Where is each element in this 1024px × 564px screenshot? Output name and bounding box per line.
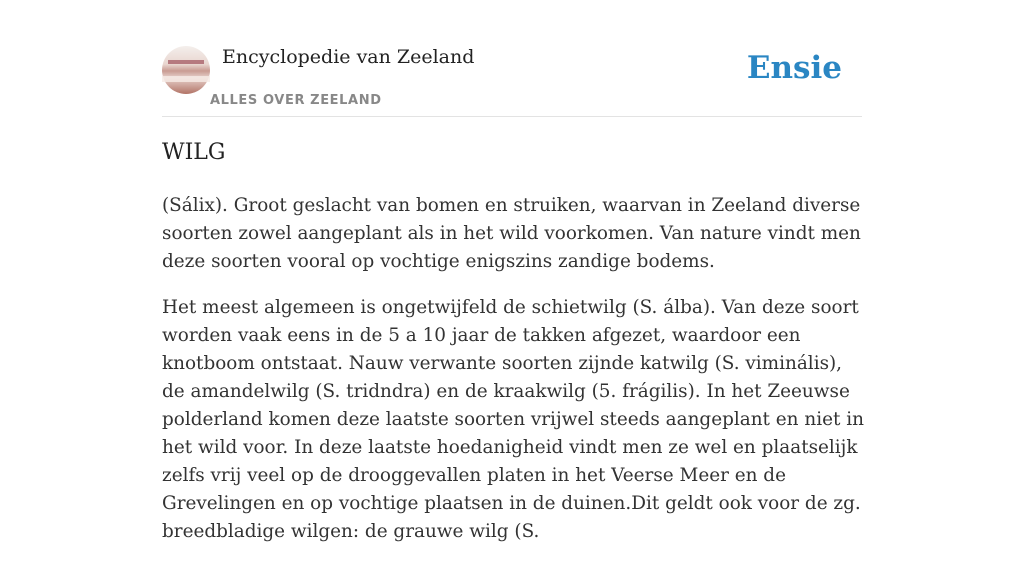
ensie-logo-link[interactable]: Ensie <box>746 50 842 86</box>
article-body <box>162 192 864 564</box>
article-paragraph: Het meest algemeen is ongetwijfeld de schietwilg (S. álba). Van deze soort worden vaak eens in de 5 a 10 jaar de takken afgezet, waardoor een knotboom ontstaat. Nauw verwante soorten zijnde katwilg (S. viminális), de amandelwilg (S. tridndra) en de kraakwilg (5. frágilis). In het Zeeuwse polderland komen deze laatste soorten vrijwel steeds aangeplant en niet in het wild voor. In deze laatste hoedanigheid vindt men ze wel en plaatselijk zelfs vrij veel op de drooggevallen platen in het Veerse Meer en de Grevelingen en op vochtige plaatsen in de duinen.Dit geldt ook voor de zg. breedbladige wilgen: de grauwe wilg (S. <box>162 297 864 542</box>
avatar-detail <box>162 76 210 82</box>
article-paragraph: (Sálix). Groot geslacht van bomen en struiken, waarvan in Zeeland diverse soorten zowel aangeplant als in het wild voorkomen. Van nature vindt men deze soorten vooral op vochtige enigszins zandige bodems. <box>162 195 861 272</box>
article-title: WILG <box>162 140 226 165</box>
site-tagline: ALLES OVER ZEELAND <box>210 93 382 108</box>
avatar-detail <box>168 60 204 64</box>
site-header <box>162 44 862 117</box>
site-logo-avatar[interactable] <box>162 46 210 94</box>
site-title[interactable]: Encyclopedie van Zeeland <box>222 46 475 68</box>
